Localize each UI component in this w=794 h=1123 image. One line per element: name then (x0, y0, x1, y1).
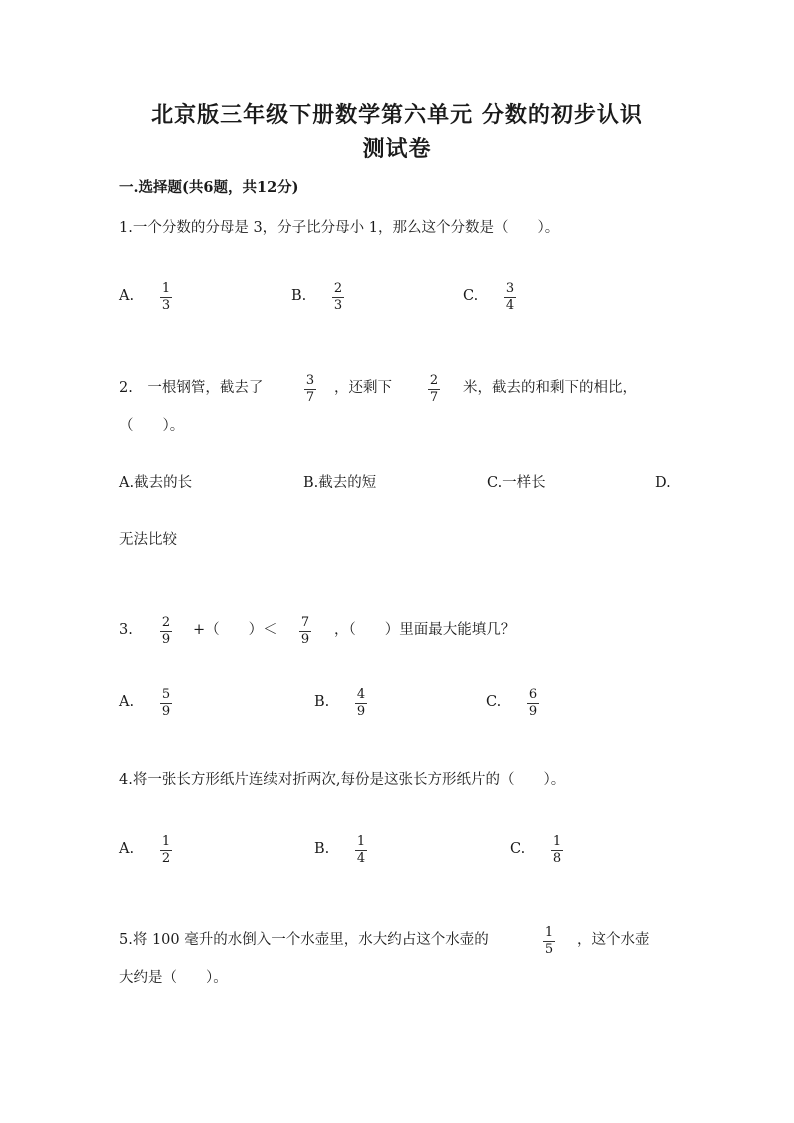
q1-option-c-fraction (504, 282, 516, 313)
question-2-part2: ，还剩下 (334, 380, 392, 396)
fraction-denominator: 4 (505, 298, 515, 313)
q1-option-b-label: B. (291, 288, 307, 304)
q1-option-c-label: C. (463, 288, 479, 304)
q1-option-a-fraction (160, 282, 172, 313)
q4-option-a-fraction (160, 835, 172, 866)
fraction-numerator: 2 (429, 373, 439, 388)
q3-option-b-fraction (355, 688, 367, 719)
fraction-denominator: 5 (544, 942, 554, 957)
q4-option-a-label: A. (119, 841, 135, 857)
question-5-line2: 大约是（ ）。 (119, 970, 228, 986)
q3-fraction-right (299, 616, 311, 647)
fraction-denominator: 3 (333, 298, 343, 313)
fraction-denominator: 9 (161, 632, 171, 647)
fraction-numerator: 1 (552, 834, 562, 849)
question-3-part2: ，（ ）里面最大能填几？ (334, 622, 516, 638)
fraction-numerator: 1 (161, 834, 171, 849)
fraction-numerator: 1 (356, 834, 366, 849)
q5-fraction (543, 926, 555, 957)
fraction-denominator: 7 (305, 390, 315, 405)
q1-option-a-label: A. (119, 288, 135, 304)
q1-option-b-fraction (332, 282, 344, 313)
q2-fraction-cut (304, 374, 316, 405)
q3-option-a-fraction (160, 688, 172, 719)
fraction-denominator: 8 (552, 851, 562, 866)
q3-option-a-label: A. (119, 694, 135, 710)
question-2-part3: 米，截去的和剩下的相比， (463, 380, 637, 396)
question-5-part1: 5.将 100 毫升的水倒入一个水壶里，水大约占这个水壶的 (119, 932, 489, 948)
fraction-numerator: 7 (300, 615, 310, 630)
fraction-numerator: 2 (161, 615, 171, 630)
fraction-numerator: 2 (333, 281, 343, 296)
question-3-part1: +（ ）＜ (193, 622, 278, 638)
question-4-text: 4.将一张长方形纸片连续对折两次,每份是这张长方形纸片的（ ）。 (119, 772, 566, 788)
fraction-numerator: 3 (505, 281, 515, 296)
q3-fraction-left (160, 616, 172, 647)
fraction-numerator: 4 (356, 687, 366, 702)
question-2-part1: 2. 一根钢管，截去了 (119, 380, 264, 396)
q3-option-b-label: B. (314, 694, 330, 710)
fraction-numerator: 5 (161, 687, 171, 702)
q4-option-b-label: B. (314, 841, 330, 857)
q2-fraction-remaining (428, 374, 440, 405)
section-heading: 一.选择题(共6题，共12分) (119, 179, 299, 196)
q3-option-c-fraction (527, 688, 539, 719)
q4-option-c-label: C. (510, 841, 526, 857)
question-2-line2: （ ）。 (119, 418, 185, 434)
q2-option-d: D. (655, 475, 671, 491)
fraction-denominator: 2 (161, 851, 171, 866)
fraction-denominator: 9 (528, 704, 538, 719)
fraction-numerator: 1 (544, 925, 554, 940)
fraction-denominator: 9 (356, 704, 366, 719)
q2-option-c: C.一样长 (487, 475, 546, 491)
fraction-denominator: 7 (429, 390, 439, 405)
fraction-numerator: 3 (305, 373, 315, 388)
question-5-part2: ，这个水壶 (577, 932, 650, 948)
q4-option-c-fraction (551, 835, 563, 866)
fraction-numerator: 6 (528, 687, 538, 702)
q2-option-a: A.截去的长 (119, 475, 193, 491)
page-title: 北京版三年级下册数学第六单元 分数的初步认识 (151, 102, 643, 128)
q2-option-d-continued: 无法比较 (119, 532, 177, 548)
question-3-label: 3. (119, 622, 133, 638)
fraction-denominator: 3 (161, 298, 171, 313)
fraction-numerator: 1 (161, 281, 171, 296)
fraction-denominator: 4 (356, 851, 366, 866)
q2-option-b: B.截去的短 (303, 475, 377, 491)
fraction-denominator: 9 (300, 632, 310, 647)
page-subtitle: 测试卷 (362, 136, 432, 162)
question-1-text: 1.一个分数的分母是 3，分子比分母小 1，那么这个分数是（ ）。 (119, 220, 560, 236)
q4-option-b-fraction (355, 835, 367, 866)
q3-option-c-label: C. (486, 694, 502, 710)
fraction-denominator: 9 (161, 704, 171, 719)
